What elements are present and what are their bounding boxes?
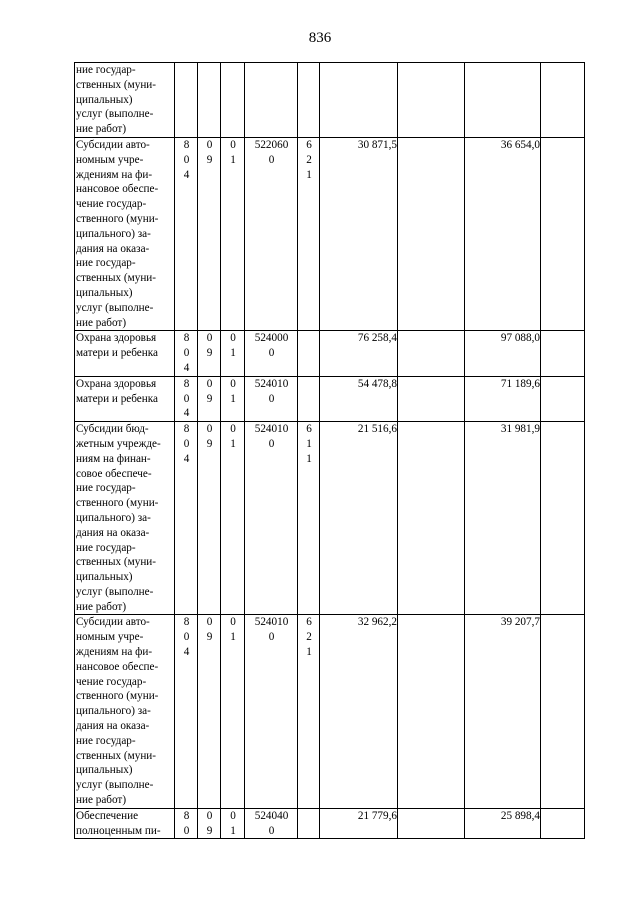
cs-cell [221,137,245,330]
table-row [75,615,585,808]
row-name-cell-line: ципальных) [76,764,133,777]
row-name-cell-line: номным учре- [76,631,144,644]
pr-cell-line: 0 [206,332,213,345]
pr-cell [198,615,221,808]
empty-cell [398,376,465,421]
value-cell-2: 25 898,4 [465,808,541,839]
vr-cell-line: 6 [306,616,312,629]
row-name-cell [75,331,175,376]
row-name-cell-line: ственных (муни- [76,749,157,762]
pr-cell-line: 9 [206,631,213,644]
value-cell-1: 32 962,2 [320,615,398,808]
vr-cell [298,808,320,839]
rz-cell-line: 8 [183,377,190,390]
pr-cell-line: 0 [206,377,213,390]
row-name-cell-line: Субсидии авто- [76,616,150,629]
cs-cell-line: 1 [230,347,236,360]
pr-cell [198,808,221,839]
row-name-cell-line: дания на оказа- [76,720,150,733]
cs-cell-line: 0 [230,423,236,436]
empty-cell [541,137,585,330]
empty-cell [398,422,465,615]
pr-cell-line: 0 [206,423,213,436]
row-name-cell-line: матери и ребенка [76,347,158,360]
row-name-cell [75,422,175,615]
csr-cell-line: 524000 [254,332,289,345]
row-name-cell-line: услуг (выполне- [76,585,154,598]
empty-cell [541,422,585,615]
table-row [75,376,585,421]
pr-cell-line: 9 [206,153,213,166]
row-name-cell-line: жетным учрежде- [76,437,161,450]
row-name-cell-line: ние государ- [76,482,136,495]
csr-cell-line: 0 [268,153,275,166]
row-name-cell-line: нансовое обеспе- [76,183,159,196]
csr-cell [245,137,298,330]
vr-cell [298,422,320,615]
pr-cell-line: 9 [206,437,213,450]
row-name-cell-line: Обеспечение [76,809,139,822]
row-name-cell-line: матери и ребенка [76,392,158,405]
row-name-cell-line: номным учре- [76,153,144,166]
value-cell-2: 97 088,0 [465,331,541,376]
rz-cell-line: 0 [183,392,190,405]
pr-cell-line: 9 [206,347,213,360]
rz-cell [175,808,198,839]
row-name-cell-line: ждениям на фи- [76,646,153,659]
row-name-cell-line: ние работ) [76,316,127,329]
csr-cell [245,615,298,808]
cs-cell [221,615,245,808]
rz-cell-line: 8 [183,138,190,151]
row-name-cell-line: ципального) за- [76,227,151,240]
row-name-cell-line: Охрана здоровья [76,332,157,345]
cs-cell [221,63,245,138]
pr-cell-line: 9 [206,824,213,837]
empty-cell [541,376,585,421]
table-row [75,137,585,330]
csr-cell-line: 0 [268,392,275,405]
rz-cell-line: 4 [183,168,190,181]
cs-cell-line: 0 [230,332,236,345]
rz-cell [175,376,198,421]
pr-cell [198,63,221,138]
rz-cell [175,63,198,138]
row-name-cell-line: ципальных) [76,286,133,299]
rz-cell-line: 8 [183,616,190,629]
value-cell-2 [465,63,541,138]
row-name-cell [75,63,175,138]
row-name-cell-line: ние государ- [76,541,136,554]
csr-cell-line: 524010 [254,423,289,436]
vr-cell-line: 1 [306,437,312,450]
row-name-cell-line: ципальных) [76,93,133,106]
row-name-cell-line: совое обеспече- [76,467,152,480]
row-name-cell-line: чение государ- [76,198,147,211]
rz-cell [175,615,198,808]
vr-cell-line: 6 [306,138,312,151]
pr-cell-line: 0 [206,809,213,822]
cs-cell-line: 0 [230,377,236,390]
pr-cell-line: 9 [206,392,213,405]
value-cell-1: 30 871,5 [320,137,398,330]
row-name-cell-line: ственного (муни- [76,212,159,225]
rz-cell-line: 4 [183,407,190,420]
rz-cell [175,422,198,615]
vr-cell [298,376,320,421]
rz-cell [175,331,198,376]
csr-cell-line: 0 [268,824,275,837]
csr-cell [245,376,298,421]
vr-cell [298,63,320,138]
value-cell-2: 31 981,9 [465,422,541,615]
table-body [75,63,585,839]
empty-cell [541,331,585,376]
cs-cell [221,808,245,839]
rz-cell-line: 0 [183,631,190,644]
row-name-cell-line: дания на оказа- [76,242,150,255]
row-name-cell-line: ние работ) [76,794,127,807]
row-name-cell-line: ственного (муни- [76,497,159,510]
row-name-cell-line: услуг (выполне- [76,779,154,792]
row-name-cell-line: ственных (муни- [76,556,157,569]
empty-cell [398,808,465,839]
table-row [75,808,585,839]
row-name-cell [75,137,175,330]
empty-cell [541,808,585,839]
row-name-cell-line: нансовое обеспе- [76,660,159,673]
pr-cell-line: 0 [206,138,213,151]
pr-cell [198,376,221,421]
rz-cell-line: 0 [183,347,190,360]
table-row [75,422,585,615]
csr-cell-line: 0 [268,347,275,360]
rz-cell-line: 8 [183,332,190,345]
vr-cell-line: 2 [306,153,312,166]
row-name-cell [75,615,175,808]
value-cell-1: 21 516,6 [320,422,398,615]
empty-cell [398,331,465,376]
empty-cell [541,63,585,138]
rz-cell-line: 0 [183,153,190,166]
value-cell-1: 76 258,4 [320,331,398,376]
row-name-cell-line: ципальных) [76,571,133,584]
rz-cell-line: 0 [183,437,190,450]
value-cell-2: 36 654,0 [465,137,541,330]
pr-cell-line: 0 [206,616,213,629]
row-name-cell-line: Субсидии бюд- [76,423,149,436]
cs-cell-line: 1 [230,824,236,837]
pr-cell [198,331,221,376]
csr-cell-line: 524010 [254,377,289,390]
row-name-cell-line: ципального) за- [76,511,151,524]
empty-cell [541,615,585,808]
empty-cell [398,63,465,138]
cs-cell-line: 1 [230,437,236,450]
pr-cell [198,422,221,615]
row-name-cell [75,376,175,421]
row-name-cell-line: ние государ- [76,734,136,747]
csr-cell-line: 0 [268,631,275,644]
vr-cell [298,615,320,808]
vr-cell-line: 1 [306,646,312,659]
vr-cell-line: 2 [306,631,312,644]
row-name-cell-line: услуг (выполне- [76,108,154,121]
rz-cell-line: 8 [183,809,190,822]
row-name-cell-line: ние государ- [76,64,136,76]
row-name-cell-line: ниям на финан- [76,452,151,465]
rz-cell-line: 4 [183,646,190,659]
row-name-cell-line: полноценным пи- [76,824,161,837]
vr-cell-line: 1 [306,168,312,181]
row-name-cell-line: ждениям на фи- [76,168,153,181]
row-name-cell-line: ственных (муни- [76,78,157,91]
cs-cell-line: 0 [230,138,236,151]
page-number: 836 [308,30,332,46]
csr-cell [245,422,298,615]
cs-cell [221,422,245,615]
cs-cell-line: 0 [230,809,236,822]
csr-cell-line: 0 [268,437,275,450]
cs-cell-line: 0 [230,616,236,629]
row-name-cell-line: услуг (выполне- [76,301,154,314]
row-name-cell-line: дания на оказа- [76,526,150,539]
row-name-cell-line: Охрана здоровья [76,377,157,390]
row-name-cell-line: ственных (муни- [76,272,157,285]
rz-cell-line: 4 [183,361,190,374]
cs-cell-line: 1 [230,631,236,644]
vr-cell-line: 1 [306,452,312,465]
cs-cell [221,331,245,376]
row-name-cell-line: ственного (муни- [76,690,159,703]
value-cell-2: 71 189,6 [465,376,541,421]
row-name-cell-line: ние работ) [76,600,127,613]
budget-table [74,62,585,839]
value-cell-1: 21 779,6 [320,808,398,839]
cs-cell-line: 1 [230,392,236,405]
csr-cell-line: 524010 [254,616,289,629]
pr-cell [198,137,221,330]
vr-cell-line: 6 [306,423,312,436]
table-row [75,331,585,376]
cs-cell-line: 1 [230,153,236,166]
table-row [75,63,585,138]
value-cell-1: 54 478,8 [320,376,398,421]
value-cell-1 [320,63,398,138]
row-name-cell-line: ние государ- [76,257,136,270]
row-name-cell-line: чение государ- [76,675,147,688]
row-name-cell-line: ципального) за- [76,705,151,718]
csr-cell-line: 522060 [254,138,289,151]
empty-cell [398,137,465,330]
row-name-cell-line: Субсидии авто- [76,138,150,151]
row-name-cell [75,808,175,839]
row-name-cell-line: ние работ) [76,123,127,136]
rz-cell-line: 0 [183,824,190,837]
vr-cell [298,331,320,376]
rz-cell-line: 8 [183,423,190,436]
rz-cell [175,137,198,330]
cs-cell [221,376,245,421]
value-cell-2: 39 207,7 [465,615,541,808]
rz-cell-line: 4 [183,452,190,465]
csr-cell [245,808,298,839]
empty-cell [398,615,465,808]
vr-cell [298,137,320,330]
csr-cell [245,331,298,376]
csr-cell [245,63,298,138]
csr-cell-line: 524040 [254,809,289,822]
